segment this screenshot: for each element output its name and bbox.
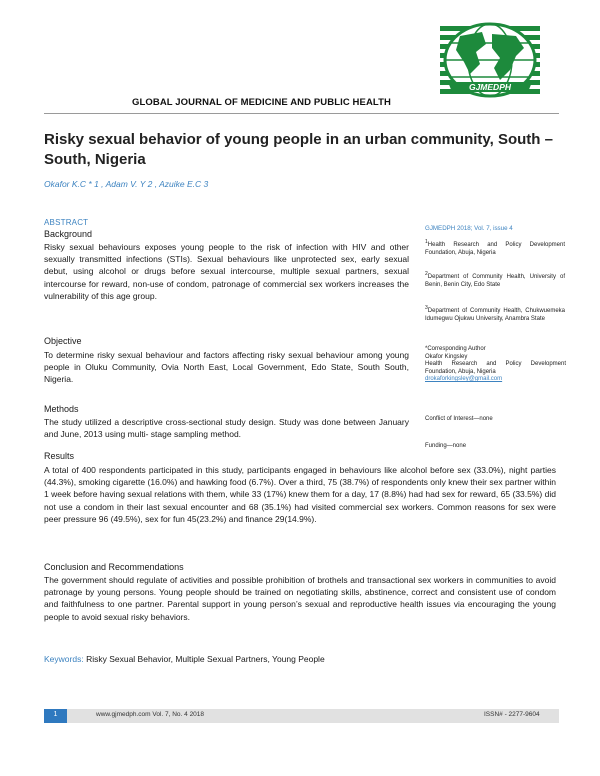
article-authors: Okafor K.C * 1 , Adam V. Y 2 , Azuike E.C 3 — [44, 179, 209, 189]
affiliation-3-num: 3 — [425, 305, 428, 311]
corresponding-author — [425, 346, 566, 384]
keywords-label: Keywords: — [44, 654, 84, 664]
keywords — [44, 654, 325, 664]
conclusion-heading: Conclusion and Recommendations — [44, 562, 184, 572]
corresponding-email[interactable]: drokaforkingsley@gmail.com — [425, 376, 503, 383]
affiliation-2 — [425, 270, 565, 289]
header-divider — [44, 113, 559, 114]
corresponding-name: Okafor Kingsley — [425, 353, 468, 360]
article-title: Risky sexual behavior of young people in an urban community, South – South, Nigeria — [44, 131, 553, 168]
footer-citation: www.gjmedph.com Vol. 7, No. 4 2018 — [96, 711, 205, 718]
svg-text:GJMEDPH: GJMEDPH — [468, 82, 512, 92]
affiliation-1-text: Health Research and Policy Development Foundation, Abuja, Nigeria — [425, 242, 565, 256]
methods-text: The study utilized a descriptive cross-sectional study design. Study was done between January and June, 2013 using multi- stage sampling method. — [44, 417, 409, 440]
results-text: A total of 400 respondents participated in this study, participants engaged in behaviours like alcohol before sex (33.0%), night parties (44.3%), smoking cigarette (16.0%) and hawking food (6.7%). Over a third, 75 (38.7%) of respondents only knew their sex partner within 1 week before having sexual relations with them, while 33 (17%) knew them for a day, 17 (8.8%) had had sex for reward, 65 (33.5%) did not use a condom in their last sexual encounter and 68 (35.1%) had visited commercial sex workers. Common reasons for sex were peer pressure 96 (49.5%), sex for fun 45(23.2%) and finance 29(14.9%). — [44, 465, 556, 524]
journal-citation: GJMEDPH 2018; Vol. 7, issue 4 — [425, 225, 513, 232]
objective-text: To determine risky sexual behaviour and factors affecting risky sexual behaviour among young people in Oluku Community, Ovia North East, Local Government, Edo State, South South, Nigeria. — [44, 350, 409, 385]
affiliation-1-num: 1 — [425, 239, 428, 245]
gjmedph-logo — [430, 18, 548, 104]
affiliation-3-text: Department of Community Health, Chukwuemeka Idumegwu Ojukwu University, Anambra State — [425, 308, 565, 322]
journal-name: GLOBAL JOURNAL OF MEDICINE AND PUBLIC HEALTH — [132, 97, 391, 108]
results-heading: Results — [44, 451, 75, 461]
corresponding-org: Health Research and Policy Development Foundation, Abuja, Nigeria — [425, 361, 566, 375]
background-text: Risky sexual behaviours exposes young people to the risk of infection with HIV and other sexually transmitted infections (STIs). Sexual behaviours like unprotected sex, early sexual debut, using alcohol or drugs before sexual intercourse, multiple sexual partners, sexual intercourse for reward, non-use of condom, patronage of commercial sex workers increases the vulnerability of this age group. — [44, 242, 409, 301]
corresponding-label: *Corresponding Author — [425, 346, 486, 352]
affiliation-1 — [425, 238, 565, 257]
affiliation-3 — [425, 304, 565, 323]
objective-heading: Objective — [44, 336, 82, 346]
funding: Funding—none — [425, 443, 467, 449]
affiliation-2-num: 2 — [425, 271, 428, 277]
conclusion-text: The government should regulate of activities and possible prohibition of brothels and transactional sex workers in communities to avoid patronage by young persons. Young people should be trained on negotiating skills, abstinence, correct and consistent use of condom and faithfulness to one partner. Parental support in young person’s sexual and reproductive health issues via encouraging the young people to avoid sexual risky behaviors. — [44, 575, 556, 622]
page-number: 1 — [53, 711, 58, 718]
keywords-text: Risky Sexual Behavior, Multiple Sexual Partners, Young People — [86, 654, 325, 664]
abstract-label: ABSTRACT — [44, 218, 89, 227]
affiliation-2-text: Department of Community Health, University of Benin, Benin City, Edo State — [425, 274, 565, 288]
conflict-of-interest: Conflict of Interest—none — [425, 416, 493, 422]
footer-issn: ISSN# - 2277-9604 — [484, 711, 540, 718]
methods-heading: Methods — [44, 404, 79, 414]
background-heading: Background — [44, 229, 93, 239]
